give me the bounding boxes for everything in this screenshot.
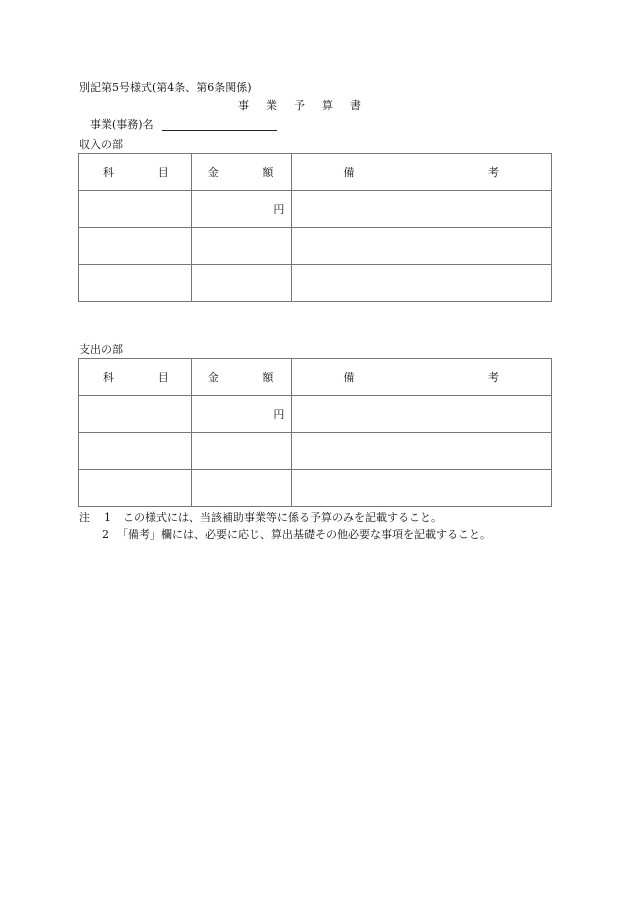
amount-cell[interactable] (191, 191, 292, 228)
table-header-row (79, 359, 552, 396)
header-remarks: 備 考 (292, 154, 552, 191)
subject-cell[interactable] (79, 265, 192, 302)
note-number: 2 (102, 528, 109, 541)
remarks-cell[interactable] (292, 396, 552, 433)
note-marker: 注 (79, 511, 90, 524)
subject-cell[interactable] (79, 433, 192, 470)
project-name-field[interactable] (162, 130, 277, 131)
note-number: 1 (104, 511, 111, 524)
note-1 (79, 512, 442, 523)
yen-unit: 円 (273, 203, 285, 216)
table-header-row (79, 154, 552, 191)
remarks-cell[interactable] (292, 228, 552, 265)
subject-cell[interactable] (79, 191, 192, 228)
note-text: この様式には、当該補助事業等に係る予算のみを記載すること。 (123, 511, 442, 524)
remarks-cell[interactable] (292, 191, 552, 228)
form-reference: 別記第5号様式(第4条、第6条関係) (79, 81, 252, 94)
income-section-label: 収入の部 (79, 138, 123, 151)
subject-cell[interactable] (79, 228, 192, 265)
header-amount: 金 額 (191, 154, 292, 191)
note-text: 「備考」欄には、必要に応じ、算出基礎その他必要な事項を記載すること。 (117, 528, 491, 541)
project-name-label: 事業(事務)名 (90, 118, 154, 131)
remarks-cell[interactable] (292, 433, 552, 470)
amount-cell[interactable] (191, 265, 292, 302)
table-row (79, 191, 552, 228)
amount-cell[interactable] (191, 433, 292, 470)
document-title: 事業予算書 (238, 99, 378, 112)
header-subject: 科 目 (79, 154, 192, 191)
table-row (79, 228, 552, 265)
remarks-cell[interactable] (292, 470, 552, 507)
table-row (79, 470, 552, 507)
table-row (79, 265, 552, 302)
income-table (78, 153, 552, 302)
amount-cell[interactable] (191, 228, 292, 265)
expenditure-section-label: 支出の部 (79, 343, 123, 356)
table-row (79, 396, 552, 433)
subject-cell[interactable] (79, 470, 192, 507)
table-row (79, 433, 552, 470)
subject-cell[interactable] (79, 396, 192, 433)
remarks-cell[interactable] (292, 265, 552, 302)
expenditure-table (78, 358, 552, 507)
amount-cell[interactable] (191, 396, 292, 433)
yen-unit: 円 (273, 408, 285, 421)
amount-cell[interactable] (191, 470, 292, 507)
header-remarks: 備 考 (292, 359, 552, 396)
header-subject: 科 目 (79, 359, 192, 396)
note-2 (102, 529, 491, 540)
header-amount: 金 額 (191, 359, 292, 396)
